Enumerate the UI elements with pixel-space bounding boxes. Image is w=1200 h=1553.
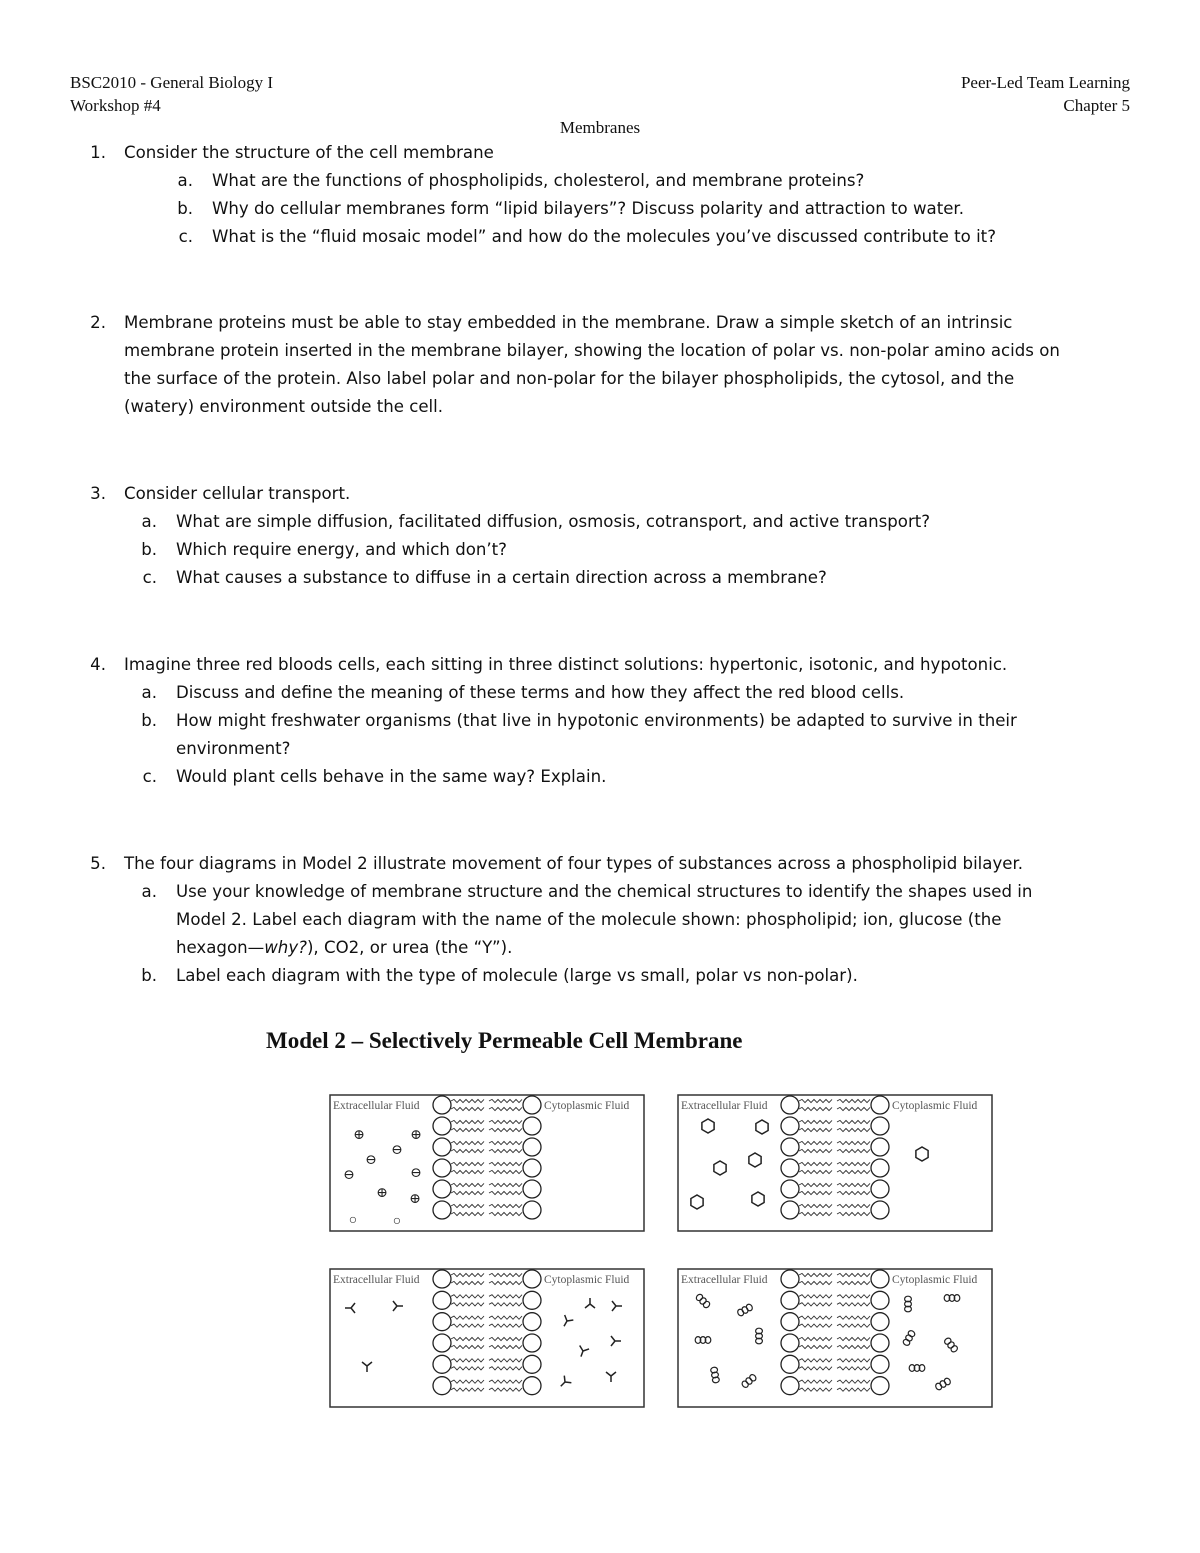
diagram-glucose — [677, 1094, 993, 1232]
sub-question-text: How might freshwater organisms (that live in hypotonic environments) be adapted to survive in their — [176, 711, 1017, 730]
sub-letter: a. — [141, 882, 157, 901]
course-title: BSC2010 - General Biology I — [70, 73, 274, 92]
phospholipid-head — [871, 1355, 889, 1373]
phospholipid-head — [781, 1313, 799, 1331]
chapter-label: Chapter 5 — [1063, 96, 1130, 115]
phospholipid-head — [523, 1355, 541, 1373]
sub-letter: b. — [177, 199, 193, 218]
phospholipid-head — [433, 1138, 451, 1156]
question-text: membrane protein inserted in the membrane bilayer, showing the location of polar vs. non-polar amino acids on — [124, 341, 1060, 360]
phospholipid-head — [871, 1138, 889, 1156]
diagram-co2 — [677, 1268, 993, 1408]
phospholipid-head — [871, 1117, 889, 1135]
ion-symbol: ⊖ — [410, 1166, 422, 1181]
phospholipid-head — [871, 1096, 889, 1114]
diagram-frame — [678, 1095, 992, 1231]
phospholipid-head — [523, 1334, 541, 1352]
ion-symbol: ○ — [392, 1214, 402, 1229]
question-text: Consider cellular transport. — [124, 484, 351, 503]
sub-question-text: hexagon—why?), CO2, or urea (the “Y”). — [176, 938, 513, 957]
phospholipid-head — [433, 1159, 451, 1177]
phospholipid-head — [871, 1291, 889, 1309]
ion-symbol: ⊖ — [391, 1143, 403, 1158]
phospholipid-head — [871, 1270, 889, 1288]
phospholipid-head — [433, 1270, 451, 1288]
phospholipid-head — [871, 1201, 889, 1219]
sub-question-text: What are simple diffusion, facilitated diffusion, osmosis, cotransport, and active transport? — [176, 512, 931, 531]
sub-letter: a. — [141, 683, 157, 702]
phospholipid-head — [781, 1096, 799, 1114]
extracellular-label: Extracellular Fluid — [333, 1274, 420, 1286]
phospholipid-head — [523, 1117, 541, 1135]
phospholipid-head — [433, 1313, 451, 1331]
ion-symbol: ○ — [348, 1213, 358, 1228]
phospholipid-head — [433, 1201, 451, 1219]
phospholipid-head — [871, 1334, 889, 1352]
phospholipid-head — [781, 1377, 799, 1395]
question-text: Imagine three red bloods cells, each sitting in three distinct solutions: hypertonic, isotonic, and hypotonic. — [124, 655, 1008, 674]
phospholipid-head — [781, 1138, 799, 1156]
sub-question-text: Discuss and define the meaning of these terms and how they affect the red blood cells. — [176, 683, 905, 702]
cytoplasmic-label: Cytoplasmic Fluid — [892, 1100, 978, 1112]
question-number: 2. — [90, 313, 106, 332]
phospholipid-head — [523, 1313, 541, 1331]
question-number: 1. — [90, 143, 106, 162]
sub-letter: b. — [141, 966, 157, 985]
phospholipid-head — [781, 1291, 799, 1309]
phospholipid-head — [433, 1334, 451, 1352]
sub-question-text: What causes a substance to diffuse in a certain direction across a membrane? — [176, 568, 827, 587]
question-text: (watery) environment outside the cell. — [124, 397, 444, 416]
sub-question-text: Why do cellular membranes form “lipid bilayers”? Discuss polarity and attraction to water. — [212, 199, 965, 218]
phospholipid-head — [523, 1096, 541, 1114]
sub-letter: a. — [177, 171, 193, 190]
sub-question-text: Use your knowledge of membrane structure and the chemical structures to identify the shapes used in — [176, 882, 1033, 901]
diagram-frame — [330, 1269, 644, 1407]
phospholipid-head — [433, 1377, 451, 1395]
phospholipid-head — [433, 1180, 451, 1198]
phospholipid-head — [523, 1270, 541, 1288]
phospholipid-head — [523, 1159, 541, 1177]
phospholipid-head — [781, 1355, 799, 1373]
model-title: Model 2 – Selectively Permeable Cell Membrane — [266, 1028, 743, 1053]
sub-letter: c. — [142, 767, 157, 786]
extracellular-label: Extracellular Fluid — [681, 1274, 768, 1286]
ion-symbol: ⊖ — [343, 1168, 355, 1183]
phospholipid-head — [433, 1117, 451, 1135]
phospholipid-head — [781, 1180, 799, 1198]
phospholipid-head — [523, 1201, 541, 1219]
italic-emphasis: why? — [264, 938, 307, 957]
phospholipid-head — [781, 1270, 799, 1288]
phospholipid-head — [523, 1138, 541, 1156]
page-title: Membranes — [559, 118, 641, 137]
phospholipid-head — [781, 1117, 799, 1135]
question-text: The four diagrams in Model 2 illustrate movement of four types of substances across a phospholipid bilayer. — [124, 854, 1024, 873]
question-text: Membrane proteins must be able to stay embedded in the membrane. Draw a simple sketch of an intrinsic — [124, 313, 1013, 332]
question-text: the surface of the protein. Also label polar and non-polar for the bilayer phospholipids, the cytosol, and the — [124, 369, 1015, 388]
phospholipid-head — [523, 1180, 541, 1198]
phospholipid-head — [871, 1313, 889, 1331]
program-label: Peer-Led Team Learning — [960, 73, 1130, 92]
sub-question-text: What are the functions of phospholipids, cholesterol, and membrane proteins? — [212, 171, 865, 190]
sub-letter: c. — [142, 568, 157, 587]
sub-question-text: Which require energy, and which don’t? — [176, 540, 507, 559]
sub-question-text: Label each diagram with the type of molecule (large vs small, polar vs non-polar). — [176, 966, 858, 985]
extracellular-label: Extracellular Fluid — [681, 1100, 768, 1112]
cytoplasmic-label: Cytoplasmic Fluid — [544, 1100, 630, 1112]
sub-letter: a. — [141, 512, 157, 531]
phospholipid-head — [871, 1159, 889, 1177]
diagram-urea — [329, 1268, 645, 1408]
phospholipid-head — [871, 1180, 889, 1198]
diagram-frame — [330, 1095, 644, 1231]
question-number: 4. — [90, 655, 106, 674]
phospholipid-head — [433, 1096, 451, 1114]
phospholipid-head — [523, 1377, 541, 1395]
sub-question-text: Model 2. Label each diagram with the name of the molecule shown: phospholipid; ion, glucose (the — [176, 910, 1002, 929]
sub-question-text: What is the “fluid mosaic model” and how do the molecules you’ve discussed contribute to it? — [212, 227, 996, 246]
phospholipid-head — [433, 1291, 451, 1309]
diagram-ions — [329, 1094, 645, 1232]
cytoplasmic-label: Cytoplasmic Fluid — [892, 1274, 978, 1286]
phospholipid-head — [781, 1159, 799, 1177]
extracellular-label: Extracellular Fluid — [333, 1100, 420, 1112]
sub-question-text: environment? — [176, 739, 291, 758]
ion-symbol: ⊕ — [409, 1192, 421, 1207]
phospholipid-head — [523, 1291, 541, 1309]
question-text: Consider the structure of the cell membrane — [124, 143, 494, 162]
sub-letter: b. — [141, 540, 157, 559]
phospholipid-head — [781, 1201, 799, 1219]
question-number: 3. — [90, 484, 106, 503]
cytoplasmic-label: Cytoplasmic Fluid — [544, 1274, 630, 1286]
ion-symbol: ⊖ — [365, 1153, 377, 1168]
phospholipid-head — [433, 1355, 451, 1373]
sub-letter: c. — [178, 227, 193, 246]
question-number: 5. — [90, 854, 106, 873]
ion-symbol: ⊕ — [353, 1128, 365, 1143]
ion-symbol: ⊕ — [376, 1186, 388, 1201]
phospholipid-head — [871, 1377, 889, 1395]
sub-question-text: Would plant cells behave in the same way? Explain. — [176, 767, 607, 786]
sub-letter: b. — [141, 711, 157, 730]
workshop-label: Workshop #4 — [70, 96, 161, 115]
ion-symbol: ⊕ — [410, 1128, 422, 1143]
phospholipid-head — [781, 1334, 799, 1352]
